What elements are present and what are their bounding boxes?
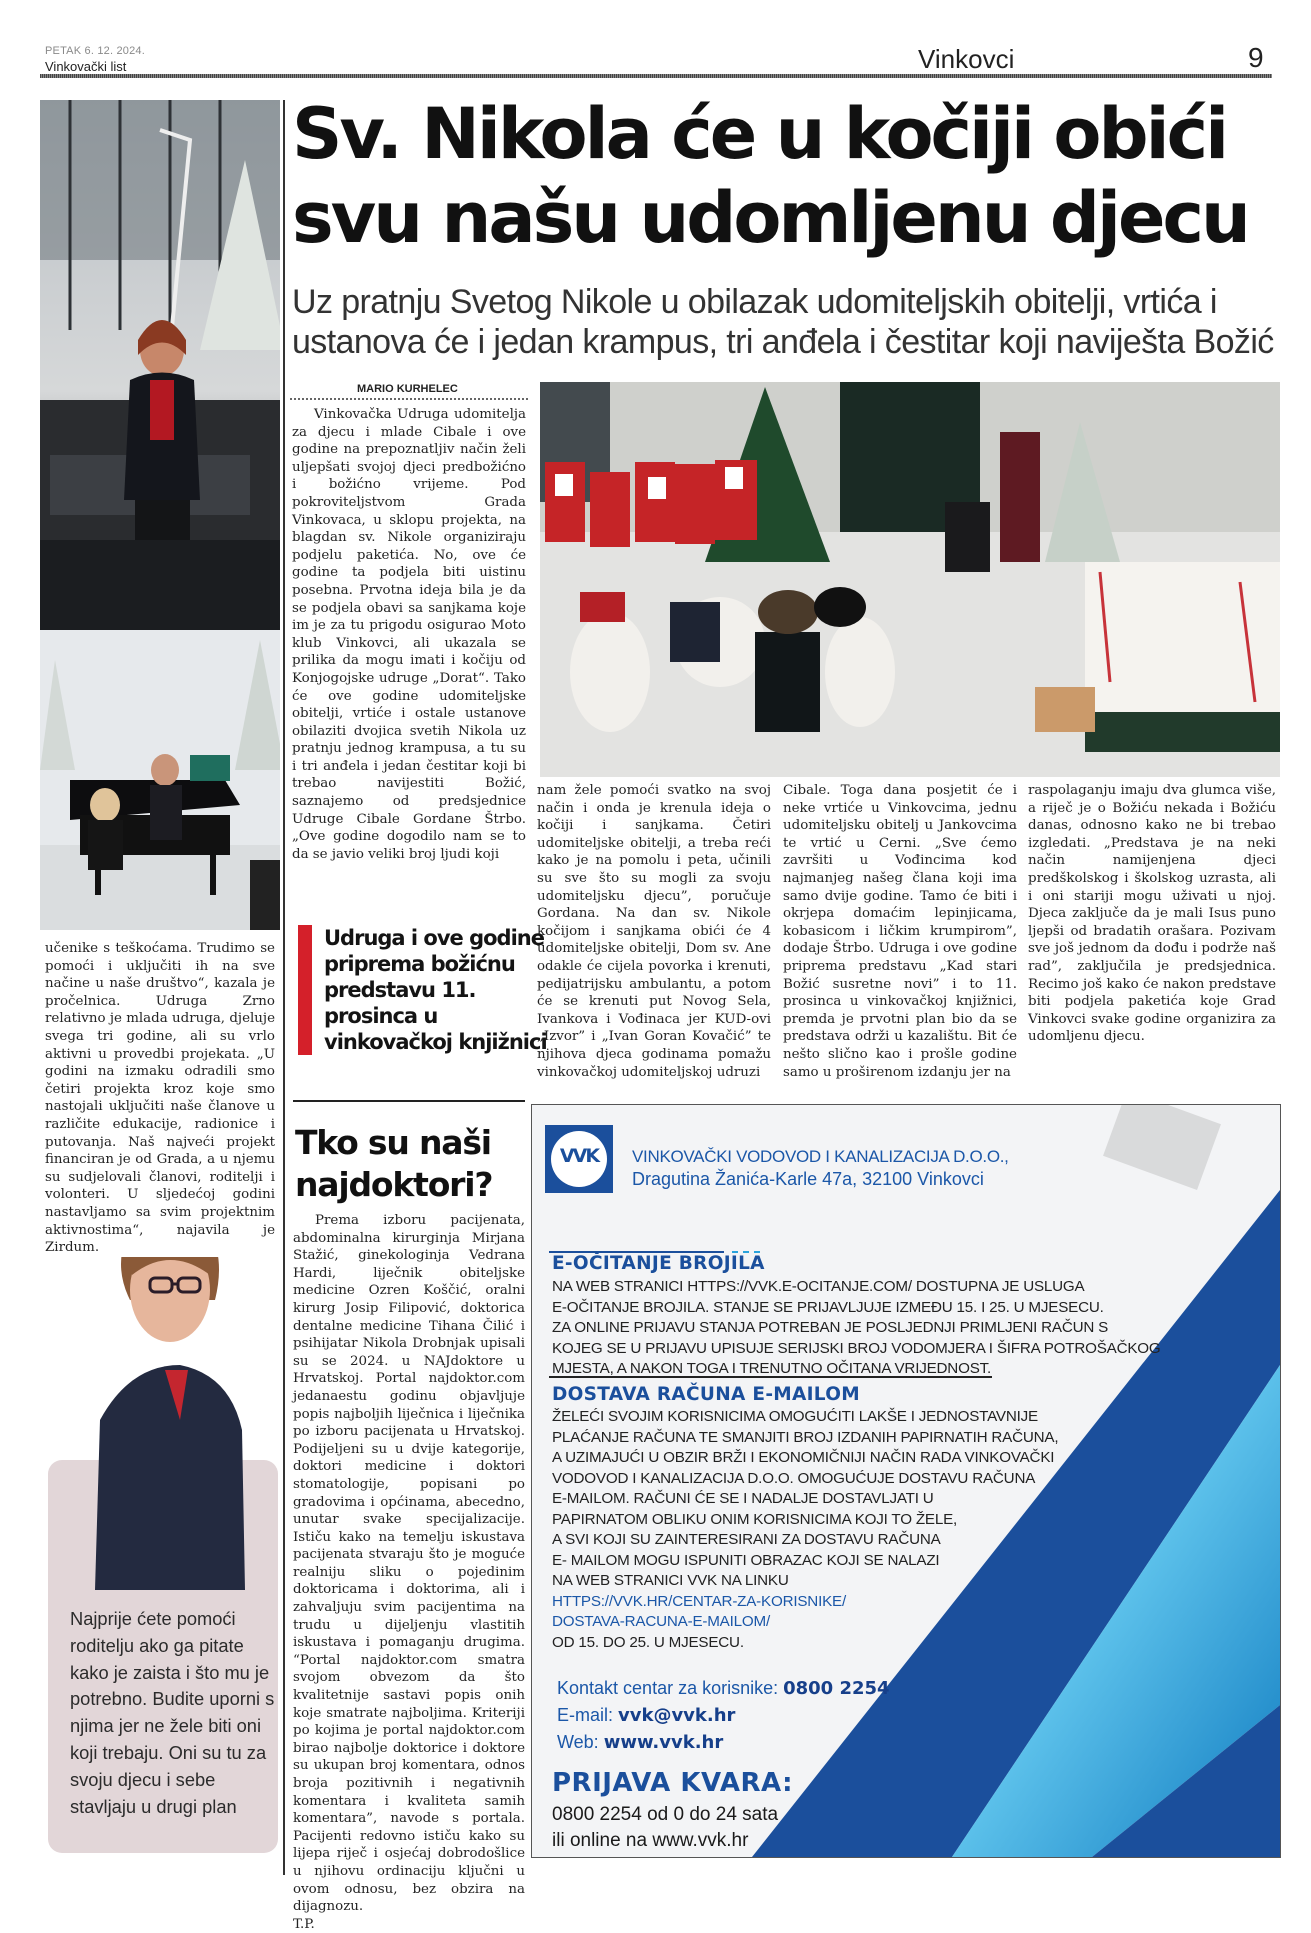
- column-divider: [283, 100, 285, 1875]
- ad-contact-label: Kontakt centar za korisnike:: [557, 1678, 784, 1698]
- ad-line: NA WEB STRANICI VVK NA LINKU: [552, 1572, 789, 1589]
- ad-line: A SVI KOJI SU ZAINTERESIRANI ZA DOSTAVU RAČUNA: [552, 1531, 941, 1548]
- ad-fault-title: PRIJAVA KVARA:: [552, 1768, 793, 1798]
- photo-christmas-performance: [540, 382, 1280, 777]
- ad-contact-phone-row: [557, 1675, 890, 1702]
- article-column-1-text: Vinkovačka Udruga udomitelja za djecu i mlade Cibale i ove godine na prepoznatljiv način želi uljepšati svojoj djeci predbožićno i božićno vrijeme. Pod pokroviteljstvom Grada Vinkovaca, u sklopu projekta, na blagdan sv. Nikole organiziraju podjelu paketića. No, ove će godine ta podjela biti uistinu posebna. Prvotna ideja bila je da se podjela obavi sa sanjkama koje im je za tu prigodu osigurao Moto klub Vinkovci, ali ukazala se prilika da mogu imati i kočiju od Konjogojske udruge „Dorat“. Tako će ove godine udomiteljske obitelji, vrtiće i ostale ustanove obilaziti dvojica svetih Nikola uz pratnju jednog krampusa, a tu su i tri anđela i jedan čestitar koji bi trebao navijestiti Božić, saznajemo od predsjednice Udruge Cibale Gordane Štrbo. „Ove godine dogodilo nam se to da se javio veliki broj ljudi koji: [292, 407, 526, 862]
- ad-line: PAPIRNATOM OBLIKU ONIM KORISNICIMA KOJI TO ŽELE,: [552, 1510, 958, 1528]
- ad-line: ŽELEĆI SVOJIM KORISNICIMA OMOGUĆITI LAKŠE I JEDNOSTAVNIJE: [552, 1408, 1038, 1425]
- doctors-body-text: Prema izboru pacijenata, abdominalna kirurginja Mirjana Stažić, ginekologinja Vedrana Hardi, liječnik obiteljske medicine Ozren Koščić, oralni kirurg Josip Filipović, doktorica dentalne medicine Tihana Čilić i psihijatar Nikola Drobnjak upisali su se 2024. u NAJdoktore u Hrvatskoj. Portal najdoktor.com jedanaestu godinu objavljuje popis najboljih liječnica i liječnika po izboru pacijenata u Hrvatskoj. Podijeljeni su u dvije kategorije, doktori medicine i doktori stomatologije, popisani po gradovima i općinama, abecedno, unutar svake specijalizacije. Ističu kako na temelju iskustava pacijenata stvaraju što je moguće realniju sliku o pojedinim doktoricama i doktorima, ali i zahvaljuju svim pacijentima na trudu u dijeljenju vlastitih iskustava i pomaganju drugima. “Portal najdoktor.com smatra svojom obvezom da što kvalitetnije sastavi popis onih koje smatrate najboljima. Kriteriji po kojima je portal najdoktor.com birao najbolje doktorice i doktore su ukupan broj komentara, odnos broja pozitivnih i negativnih komentara i kvaliteta samih komentara”, navode s portala. Pacijenti redovno ističu kako su lijepa riječ i osjećaj dobrodošlice u njihovu ordinaciju ključni u ovom odnosu, bez obzira na dijagnozu.: [293, 1213, 525, 1915]
- ad-line: OD 15. DO 25. U MJESECU.: [552, 1633, 744, 1651]
- vvk-logo-text: VVK: [559, 1145, 599, 1167]
- ad-contact-phone[interactable]: 0800 2254: [783, 1678, 890, 1699]
- ad-line: ZA ONLINE PRIJAVU STANJA POTREBAN JE POSLJEDNJI PRIMLJENI RAČUN S: [552, 1319, 1109, 1336]
- doctors-title: Tko su naši najdoktori?: [295, 1123, 493, 1204]
- article-column-1: [292, 406, 526, 863]
- ad-email-form-link-cont[interactable]: DOSTAVA-RACUNA-E-MAILOM/: [552, 1613, 770, 1630]
- ad-line: PLAĆANJE RAČUNA TE SMANJITI BROJ IZDANIH PAPIRNATIH RAČUNA,: [552, 1428, 1059, 1446]
- article-column-3: Cibale. Toga dana posjetit će i neke vrtiće u Vinkovcima, jednu udomiteljsku obitelj u Jankovcima te vrtić u Cerni. „Sve ćemo završiti u Vođincima kod najmanjeg našeg člana koji ima samo dvije godine. Tamo će biti i okrjepa domaćim lepinjicama, kobasicom i ličkim krumpirom”, dodaje Štrbo. Udruga i ove godine priprema predstavu „Kad stari Božić susretne novi” i to 11. prosinca u vinkovačkoj knjižnici, premda je prvotni plan bio da se predstava održi u kazalištu. Bit će nešto slično kao i prošle godine samo u proširenom izdanju jer na: [783, 783, 1017, 1080]
- ad-contact-web-row: [557, 1729, 890, 1756]
- ad-fault-line: ili online na www.vvk.hr: [552, 1830, 749, 1851]
- left-column-text: učenike s teškoćama. Trudimo se pomoći i uključiti ih na sve načine u naše društvo“, kazala je pročelnica. Udruga Zrno relativno je mlada udruga, djeluje svega tri godine, ali su vrlo aktivni u provedbi projekata. „U godini na izmaku odradili smo četiri projekta kroz koje smo nastojali uključiti naše članove u različite edukacije, radionice i putovanja. Naš najveći projekt financiran je od Grada, a u njemu su sudjelovali članovi, roditelji i volonteri. U sljedećoj godini nastavljamo sa svim projektnim aktivnostima“, najavila je Zirdum.: [45, 941, 275, 1256]
- ad-web-label: Web:: [557, 1732, 604, 1752]
- ad-line: E-MAILOM. RAČUNI ĆE SE I NADALJE DOSTAVLJATI U: [552, 1490, 934, 1507]
- ad-email-label: E-mail:: [557, 1705, 619, 1725]
- vvk-logo: [545, 1125, 613, 1193]
- ad-contact-block: [557, 1675, 890, 1756]
- ad-fault-line: 0800 2254 od 0 do 24 sata: [552, 1804, 779, 1825]
- ad-email-link[interactable]: vvk@vvk.hr: [618, 1705, 736, 1726]
- ad-web-link[interactable]: www.vvk.hr: [603, 1732, 724, 1753]
- newspaper-name: Vinkovački list: [45, 59, 127, 74]
- ad-section-email-body: [552, 1407, 1272, 1653]
- ad-email-form-link[interactable]: HTTPS://VVK.HR/CENTAR-ZA-KORISNIKE/: [552, 1592, 846, 1610]
- photo-piano-concert: [40, 630, 280, 930]
- ad-line: E-OČITANJE BROJILA. STANJE SE PRIJAVLJUJE IZMEĐU 15. I 25. U MJESECU.: [552, 1298, 1104, 1316]
- article-column-2: nam žele pomoći svatko na svoj način i onda je krenula ideja o kočiji i sanjkama. Četiri udomiteljske obitelji, a treba reći kako je na pomolu i peta, učinili su sve što su mogli za svoju udomiteljsku djecu”, poručuje Gordana. Na dan sv. Nikole kočijom i sanjkama obići će 4 udomiteljske obitelji, Dom sv. Ane odakle će cijela povorka i krenuti, pedijatrijsku ambulantu, a potom će se krenuti put Novog Sela, Ivankova i Vođinaca jer KUD-ovi „Izvor” i „Ivan Goran Kovačić” te njihova djeca godinama pomažu vinkovačkoj udomiteljskoj udruzi: [537, 783, 771, 1080]
- ad-line: A UZIMAJUĆI U OBZIR BRŽI I EKONOMIČNIJI NAČIN RADA VINKOVAČKI: [552, 1449, 1055, 1466]
- quote-text: Najprije ćete pomoći roditelju ako ga pitate kako je zaista i što mu je potrebno. Budite uporni s njima jer ne žele biti oni koji trebaju. Oni su tu za svoju djecu i sebe stavljaju u drugi plan: [70, 1608, 275, 1817]
- doctors-body: [293, 1212, 525, 1933]
- byline: MARIO KURHELEC: [357, 383, 458, 395]
- byline-rule: [290, 398, 528, 400]
- ad-line: MJESTA, A NAKON TOGA I TRENUTNO OČITANA VRIJEDNOST.: [552, 1360, 992, 1377]
- headline-line-2: svu našu udomljenu djecu: [292, 177, 1248, 259]
- article-column-4: raspolaganju imaju dva glumca više, a riječ je o Božiću nekada i Božiću danas, odnosno kako ne bi trebao izgledati. „Predstava je na neki način namijenjena djeci predškolskog i školskog uzrasta, ali i oni stariji mogu uživati u njoj. Djeca zaključe da je mali Isus puno ljepši od bradatih orašara. Pozivam sve još jednom da dođu i podrže naš rad”, zaključila je predsjednica. Recimo još kako će nakon predstave biti podjela paketića koje Grad Vinkovci svake godine organizira za udomljenu djecu.: [1028, 783, 1276, 1045]
- ad-contact-email-row: [557, 1702, 890, 1729]
- subheadline: Uz pratnju Svetog Nikole u obilazak udomiteljskih obitelji, vrtića i ustanova će i jedan krampus, tri anđela i čestitar koji naviješta Božić: [292, 283, 1274, 361]
- ad-line: E- MAILOM MOGU ISPUNITI OBRAZAC KOJI SE NALAZI: [552, 1551, 940, 1569]
- ad-line: VODOVOD I KANALIZACIJA D.O.O. OMOGUĆUJE DOSTAVU RAČUNA: [552, 1469, 1036, 1487]
- headline: [292, 92, 1282, 260]
- doctors-signature: T.P.: [293, 1916, 315, 1932]
- header-rule: [40, 74, 1272, 78]
- ad-company-address: Dragutina Žanića-Karle 47a, 32100 Vinkovci: [632, 1169, 984, 1189]
- section-title: Vinkovci: [918, 44, 1015, 74]
- pull-quote: Udruga i ove godine priprema božićnu predstavu 11. prosinca u vinkovačkoj knjižnici: [298, 925, 554, 1055]
- headline-line-1: Sv. Nikola će u kočiji obići: [292, 93, 1227, 175]
- ad-fault-info: [552, 1802, 778, 1854]
- photo-woman-seated: [40, 100, 280, 630]
- pull-quote-rule: [293, 1100, 525, 1102]
- ad-section-eocitanje-title: E-OČITANJE BROJILA: [552, 1253, 765, 1274]
- vvk-advertisement: [531, 1104, 1281, 1858]
- ad-line: KOJEG SE U PRIJAVU UPISUJE SERIJSKI BROJ VODOMJERA I ŠIFRA POTROŠAČKOG: [552, 1339, 1161, 1357]
- issue-date: PETAK 6. 12. 2024.: [45, 45, 146, 57]
- ad-line: NA WEB STRANICI HTTPS://VVK.E-OCITANJE.COM/ DOSTUPNA JE USLUGA: [552, 1278, 1085, 1295]
- page-number: 9: [1248, 42, 1264, 73]
- ad-company-name: VINKOVAČKI VODOVOD I KANALIZACIJA D.O.O.,: [632, 1147, 1009, 1166]
- ad-section-eocitanje-body: [552, 1277, 1272, 1380]
- ad-section-email-title: DOSTAVA RAČUNA E-MAILOM: [552, 1384, 860, 1405]
